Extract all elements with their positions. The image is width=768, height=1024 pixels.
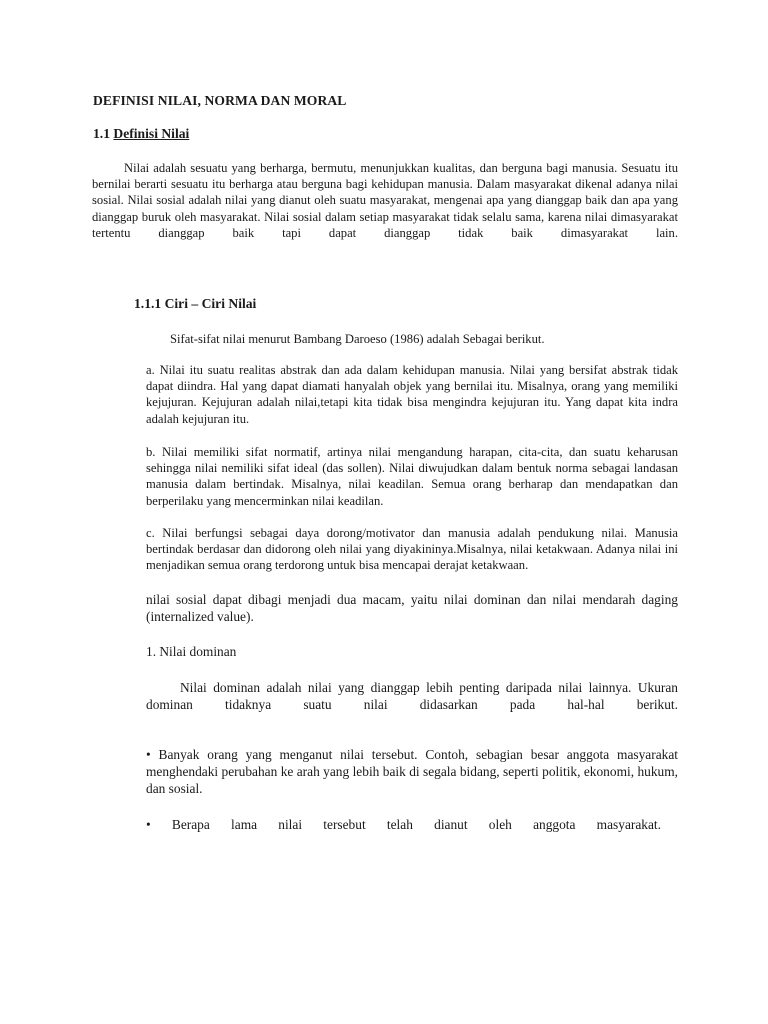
- ciri-item-b: b. Nilai memiliki sifat normatif, artinya nilai mengandung harapan, cita-cita, dan suatu keharusan sehingga nilai nemiliki sifat ideal (das sollen). Nilai diwujudkan dalam bentuk norma sebagai landasan manusia dalam bertindak. Misalnya, nilai keadilan. Semua orang berharap dan mendapatkan dan berperilaku yang mencerminkan nilai keadilan.: [146, 445, 678, 508]
- ciri-item-c: c. Nilai berfungsi sebagai daya dorong/motivator dan manusia adalah pendukung nilai. Manusia bertindak berdasar dan didorong oleh nilai yang diyakininya.Misalnya, nilai ketakwaan. Adanya nilai ini menjadikan semua orang terdorong untuk bisa mencapai derajat ketakwaan.: [146, 526, 678, 573]
- ciri-item-a: a. Nilai itu suatu realitas abstrak dan ada dalam kehidupan manusia. Nilai yang bersifat abstrak tidak dapat diindra. Hal yang dapat diamati hanyalah objek yang bernilai itu. Misalnya, orang yang memiliki kejujuran. Kejujuran adalah nilai,tetapi kita tidak bisa mengindra kejujuran itu. Yang dapat kita indra adalah kejujuran itu.: [146, 363, 678, 426]
- ciri-intro: Sifat-sifat nilai menurut Bambang Daroeso (1986) adalah Sebagai berikut.: [170, 332, 545, 346]
- social-value-paragraph: nilai sosial dapat dibagi menjadi dua macam, yaitu nilai dominan dan nilai mendarah daging (internalized value).: [146, 592, 678, 624]
- section-1-1-heading: [93, 125, 393, 142]
- section-1-1-paragraph: Nilai adalah sesuatu yang berharga, bermutu, menunjukkan kualitas, dan berguna bagi manusia. Sesuatu itu bernilai berarti sesuatu itu berharga atau berguna bagi kehidupan manusia. Dalam masyarakat dikenal adanya nilai sosial. Nilai sosial adalah nilai yang dianut oleh suatu masyarakat, mengenai apa yang dianggap baik dan apa yang dianggap buruk oleh masyarakat. Nilai sosial dalam setiap masyarakat tidak selalu sama, karena nilai dimasyarakat tertentu dianggap baik tapi dapat dianggap tidak baik dimasyarakat lain.: [92, 161, 678, 240]
- section-1-1-title: Definisi Nilai: [113, 126, 190, 141]
- document-title: DEFINISI NILAI, NORMA DAN MORAL: [93, 93, 347, 108]
- bullet-item-1: • Banyak orang yang menganut nilai tersebut. Contoh, sebagian besar anggota masyarakat menghendaki perubahan ke arah yang lebih baik di segala bidang, seperti politik, ekonomi, hukum, dan sosial.: [146, 747, 678, 796]
- dominant-value-paragraph: Nilai dominan adalah nilai yang dianggap lebih penting daripada nilai lainnya. Ukuran dominan tidaknya suatu nilai didasarkan pada hal-hal berikut.: [146, 680, 678, 712]
- section-1-1-1-heading: 1.1.1 Ciri – Ciri Nilai: [134, 296, 257, 311]
- dominant-value-heading: 1. Nilai dominan: [146, 644, 237, 659]
- bullet-item-2: • Berapa lama nilai tersebut telah dianut oleh anggota masyarakat.: [146, 817, 661, 832]
- section-1-1-number: 1.1: [93, 126, 110, 141]
